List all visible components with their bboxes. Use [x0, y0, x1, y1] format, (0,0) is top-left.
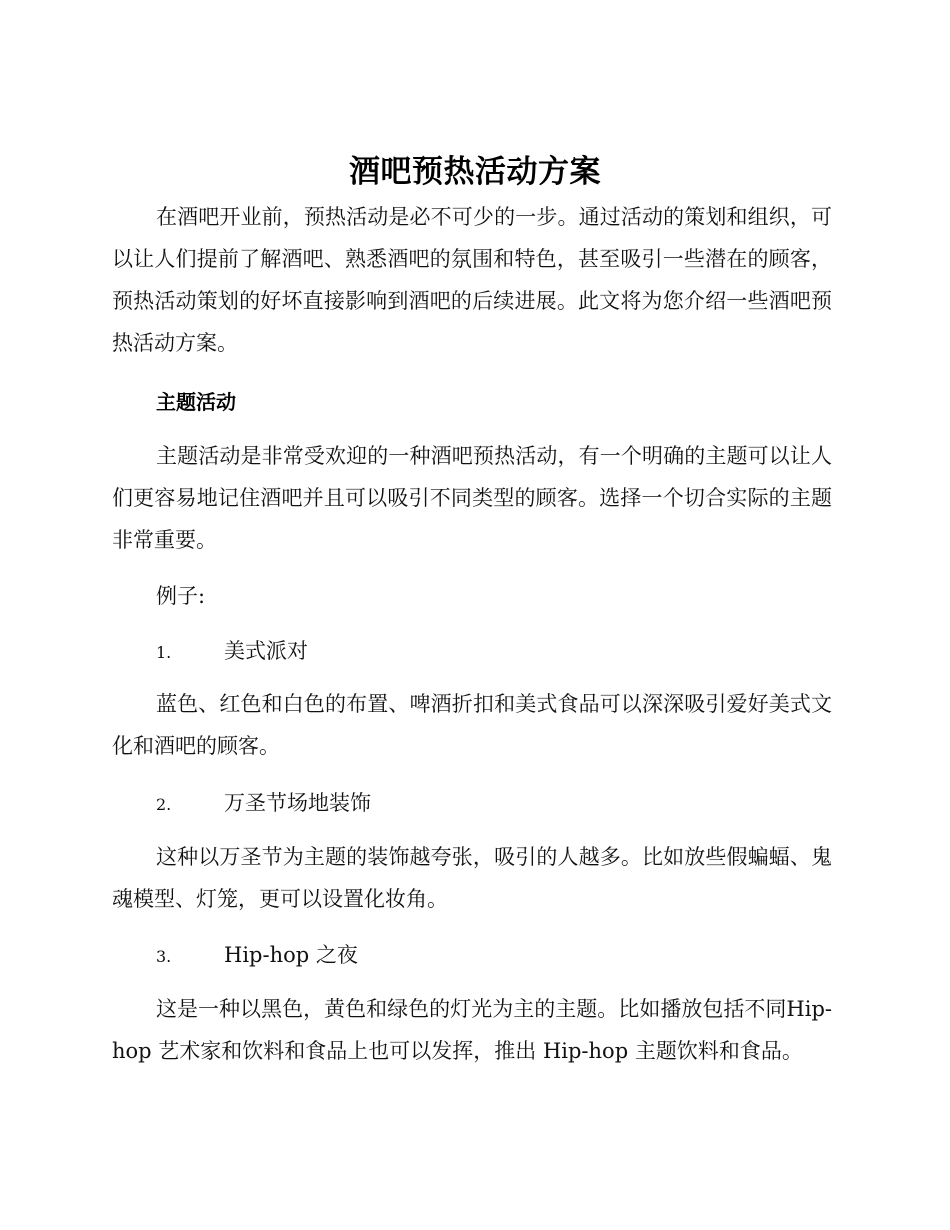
list-item-title: 万圣节场地装饰	[224, 791, 371, 815]
examples-label: 例子:	[156, 584, 206, 608]
list-item-description: 这种以万圣节为主题的装饰越夸张，吸引的人越多。比如放些假蝙蝠、鬼魂模型、灯笼，更可以设置化妆角。	[112, 845, 832, 911]
list-item	[156, 788, 371, 818]
list-item-title: 美式派对	[224, 639, 308, 663]
list-item-description: 蓝色、红色和白色的布置、啤酒折扣和美式食品可以深深吸引爱好美式文化和酒吧的顾客。	[112, 692, 832, 758]
list-item-title: Hip-hop 之夜	[224, 943, 358, 967]
list-item-number: 2.	[156, 795, 172, 814]
list-item-number: 3.	[156, 947, 172, 966]
list-item	[156, 940, 358, 970]
list-item-description: 这是一种以黑色，黄色和绿色的灯光为主的主题。比如播放包括不同Hip-hop 艺术家和饮料和食品上也可以发挥，推出 Hip-hop 主题饮料和食品。	[112, 997, 832, 1063]
section-heading: 主题活动	[156, 390, 236, 414]
section-body-paragraph: 主题活动是非常受欢迎的一种酒吧预热活动，有一个明确的主题可以让人们更容易地记住酒吧并且可以吸引不同类型的顾客。选择一个切合实际的主题非常重要。	[112, 444, 832, 552]
intro-paragraph: 在酒吧开业前，预热活动是必不可少的一步。通过活动的策划和组织，可以让人们提前了解酒吧、熟悉酒吧的氛围和特色，甚至吸引一些潜在的顾客，预热活动策划的好坏直接影响到酒吧的后续进展。此文将为您介绍一些酒吧预热活动方案。	[112, 205, 832, 355]
list-item	[156, 636, 308, 666]
document-title: 酒吧预热活动方案	[349, 154, 601, 190]
list-item-number: 1.	[156, 643, 172, 662]
